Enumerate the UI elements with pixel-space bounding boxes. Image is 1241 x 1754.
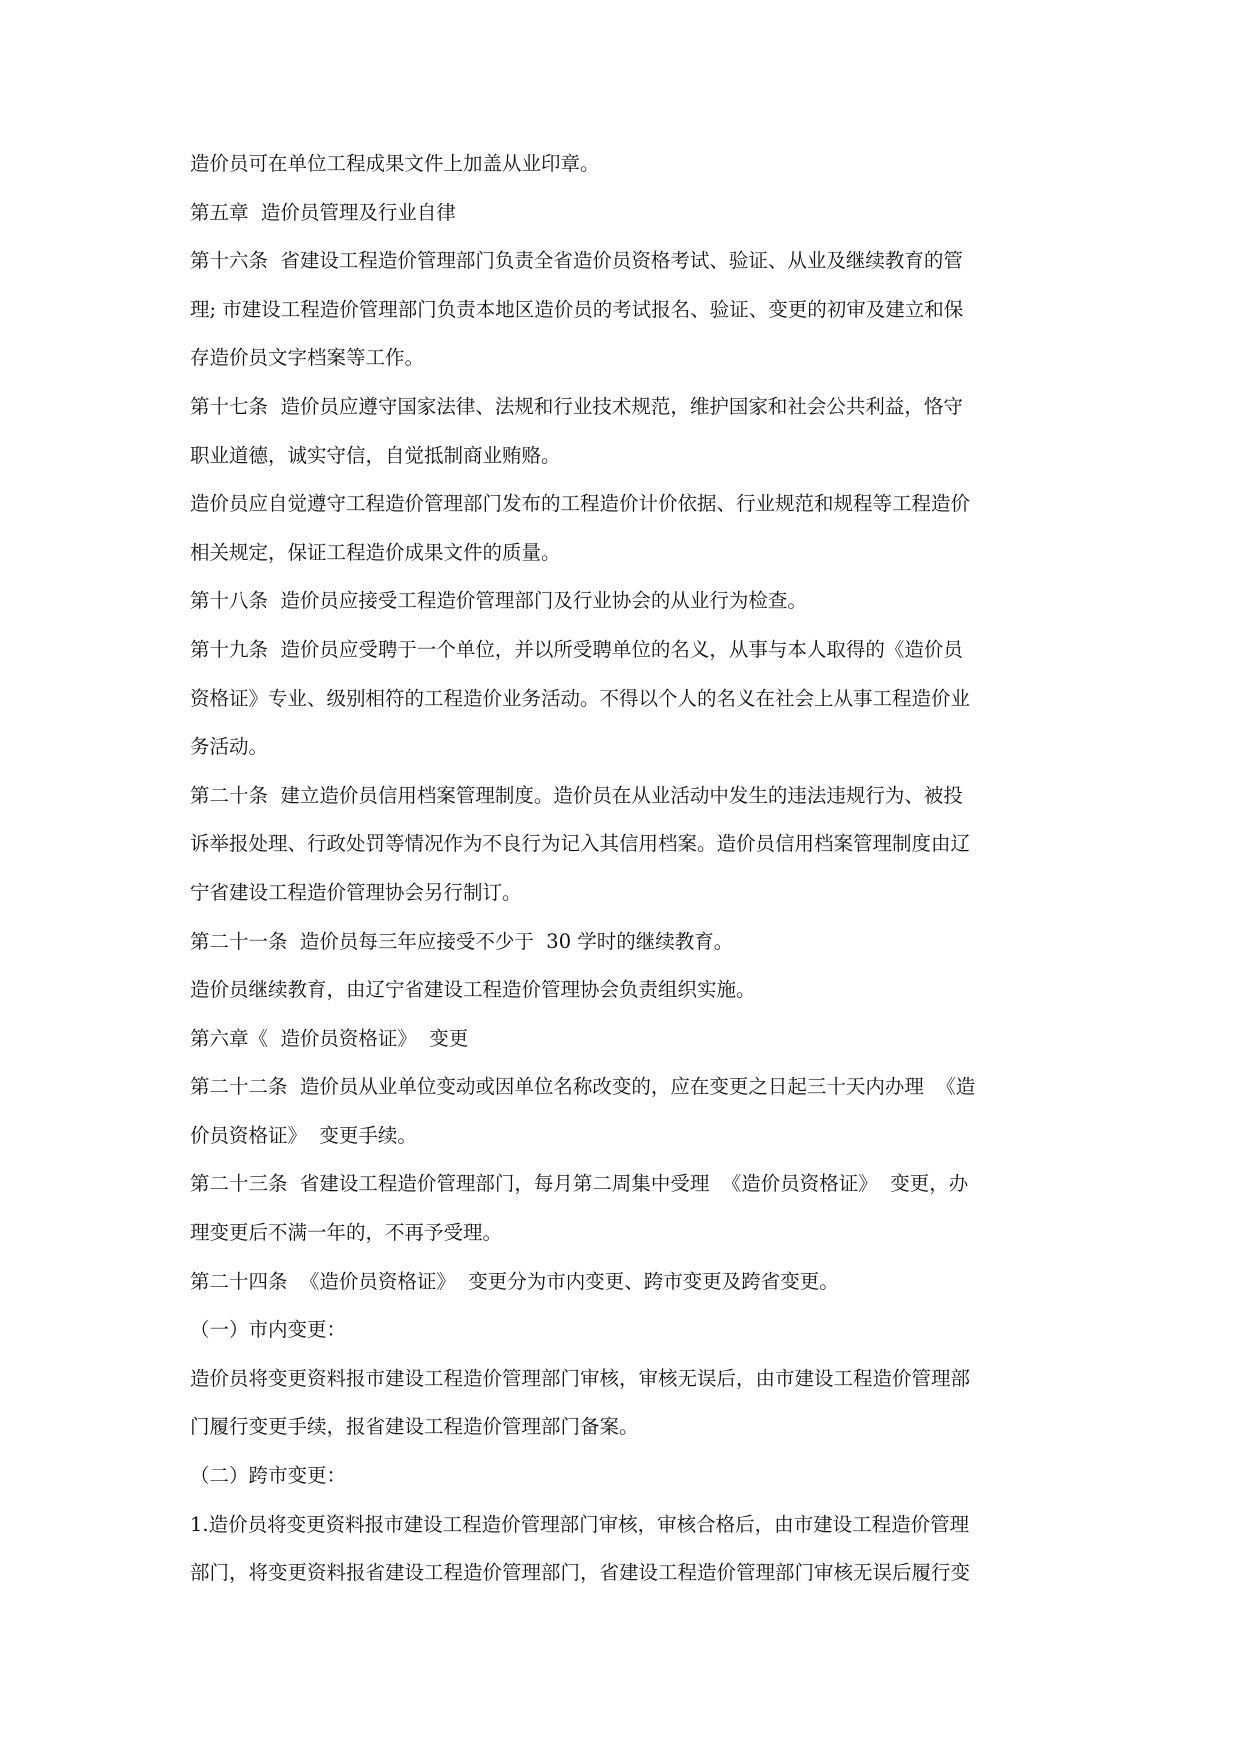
text-line: 诉举报处理、行政处罚等情况作为不良行为记入其信用档案。造价员信用档案管理制度由辽 <box>190 832 971 856</box>
text-line: 造价员应自觉遵守工程造价管理部门发布的工程造价计价依据、行业规范和规程等工程造价 <box>190 492 971 516</box>
text-line: 资格证》专业、级别相符的工程造价业务活动。不得以个人的名义在社会上从事工程造价业 <box>190 686 971 710</box>
document-page <box>190 140 1070 1598</box>
text-line: 价员资格证》 变更手续。 <box>190 1123 417 1147</box>
list-item: 1.造价员将变更资料报市建设工程造价管理部门审核，审核合格后，由市建设工程造价管理 <box>190 1512 970 1536</box>
text-line: 理; 市建设工程造价管理部门负责本地区造价员的考试报名、验证、变更的初审及建立和保 <box>190 297 964 321</box>
text-line: 造价员将变更资料报市建设工程造价管理部门审核，审核无误后，由市建设工程造价管理部 <box>190 1366 971 1390</box>
text-line: 造价员可在单位工程成果文件上加盖从业印章。 <box>190 152 600 175</box>
article-text: 第二十二条 造价员从业单位变动或因单位名称改变的，应在变更之日起三十天内办理 《造 <box>190 1075 976 1099</box>
text-line: 务活动。 <box>190 735 269 759</box>
subsection-heading: （二）跨市变更： <box>190 1464 347 1488</box>
article-text: 第十九条 造价员应受聘于一个单位，并以所受聘单位的名义，从事与本人取得的《造价员 <box>190 637 963 661</box>
text-line: 理变更后不满一年的，不再予受理。 <box>190 1221 503 1245</box>
article-text: 第十六条 省建设工程造价管理部门负责全省造价员资格考试、验证、从业及继续教育的管 <box>190 249 963 273</box>
text-line: 宁省建设工程造价管理协会另行制订。 <box>190 880 522 904</box>
text-line: 部门，将变更资料报省建设工程造价管理部门，省建设工程造价管理部门审核无误后履行变 <box>190 1561 971 1585</box>
article-text: 第二十四条 《造价员资格证》 变更分为市内变更、跨市变更及跨省变更。 <box>190 1269 839 1293</box>
text-line: 存造价员文字档案等工作。 <box>190 346 425 370</box>
text-line: 职业道德，诚实守信，自觉抵制商业贿赂。 <box>190 443 561 467</box>
text-line: 造价员继续教育，由辽宁省建设工程造价管理协会负责组织实施。 <box>190 978 756 1002</box>
article-text: 第十八条 造价员应接受工程造价管理部门及行业协会的从业行为检查。 <box>190 589 807 613</box>
chapter-heading: 第五章 造价员管理及行业自律 <box>190 200 456 224</box>
article-text: 第二十三条 省建设工程造价管理部门，每月第二周集中受理 《造价员资格证》 变更，办 <box>190 1172 969 1196</box>
article-text: 第二十一条 造价员每三年应接受不少于 30 学时的继续教育。 <box>190 929 734 953</box>
article-text: 第十七条 造价员应遵守国家法律、法规和行业技术规范，维护国家和社会公共利益，恪守 <box>190 394 963 418</box>
text-line: 门履行变更手续，报省建设工程造价管理部门备案。 <box>190 1415 639 1439</box>
chapter-heading: 第六章《 造价员资格证》 变更 <box>190 1026 469 1050</box>
article-text: 第二十条 建立造价员信用档案管理制度。造价员在从业活动中发生的违法违规行为、被投 <box>190 783 963 807</box>
subsection-heading: （一）市内变更： <box>190 1318 347 1342</box>
text-line: 相关规定，保证工程造价成果文件的质量。 <box>190 540 561 564</box>
